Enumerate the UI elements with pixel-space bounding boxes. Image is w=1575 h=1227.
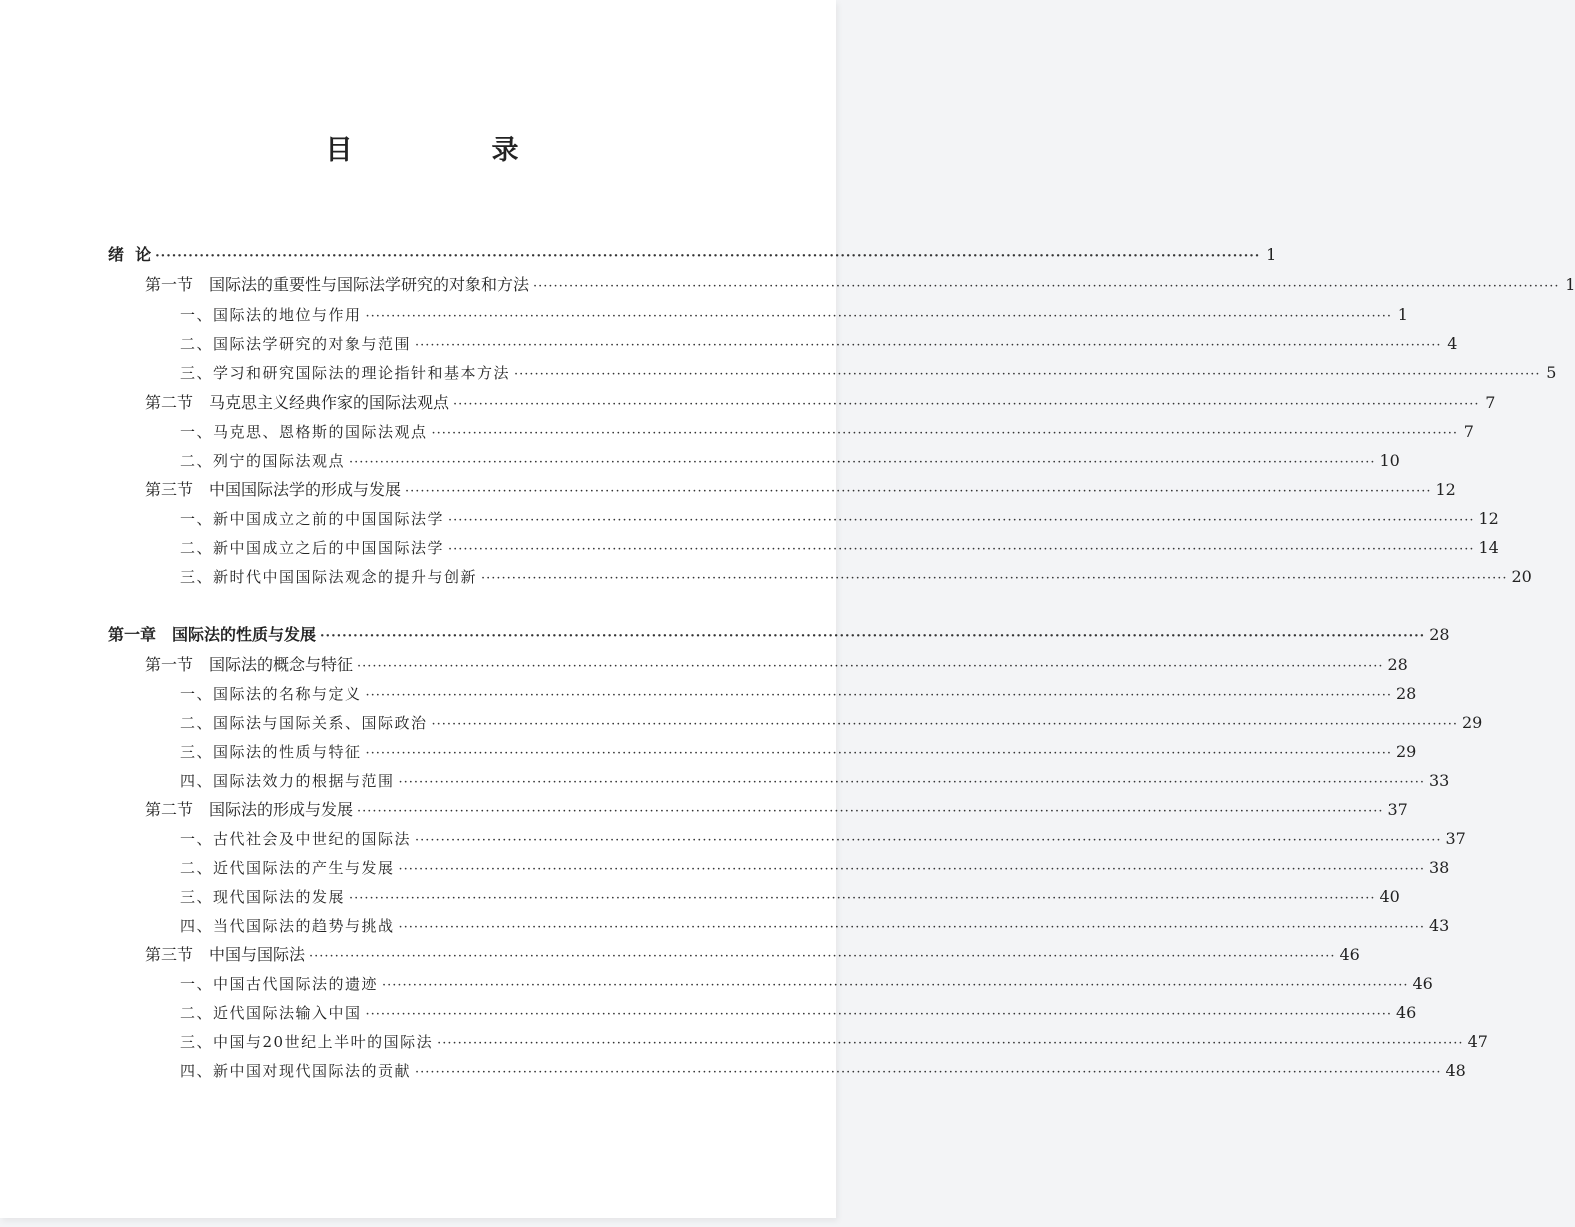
toc-entry-subsection[interactable] <box>180 739 1417 765</box>
toc-entry-page: 1 <box>1565 275 1575 294</box>
toc-entry-label: 一、中国古代国际法的遗迹 <box>180 975 379 993</box>
toc-entry-label: 二、近代国际法的产生与发展 <box>180 859 395 877</box>
toc-entry-page: 46 <box>1412 974 1433 993</box>
toc-entry-subsection[interactable] <box>180 1058 1466 1084</box>
toc-entry-label: 第二节 国际法的形成与发展 <box>145 800 354 819</box>
toc-entry-page: 38 <box>1428 858 1450 877</box>
toc-entry-label: 四、新中国对现代国际法的贡献 <box>180 1062 412 1080</box>
toc-entry-subsection[interactable] <box>180 535 1499 561</box>
toc-leader-dots: ········································································································································································································ <box>357 804 1384 819</box>
toc-entry-label: 二、列宁的国际法观点 <box>180 452 346 470</box>
toc-entry-subsection[interactable] <box>180 419 1474 445</box>
toc-entry-label: 二、国际法与国际关系、国际政治 <box>180 714 428 732</box>
toc-entry-subsection[interactable] <box>180 681 1417 707</box>
toc-entry-label: 三、国际法的性质与特征 <box>180 743 362 761</box>
toc-entry-label: 四、国际法效力的根据与范围 <box>180 772 395 790</box>
toc-entry-subsection[interactable] <box>180 302 1408 328</box>
toc-leader-dots: ········································································································································································································ <box>533 279 1560 294</box>
toc-leader-dots: ········································································································································································································ <box>405 484 1432 499</box>
toc-entry-page: 40 <box>1379 887 1400 906</box>
toc-leader-dots: ········································································································································································································ <box>398 862 1425 877</box>
toc-entry-page: 14 <box>1478 538 1499 557</box>
toc-entry-label: 第二节 马克思主义经典作家的国际法观点 <box>145 393 450 412</box>
toc-entry-label: 二、国际法学研究的对象与范围 <box>180 335 412 353</box>
toc-entry-section[interactable] <box>145 272 1575 298</box>
toc-entry-page: 29 <box>1461 713 1483 732</box>
toc-entry-label: 第三节 中国国际法学的形成与发展 <box>145 480 402 499</box>
toc-entry-page: 4 <box>1447 334 1458 353</box>
toc-entry-label: 一、新中国成立之前的中国国际法学 <box>180 510 445 528</box>
toc-entry-page: 46 <box>1339 945 1360 964</box>
toc-entry-subsection[interactable] <box>180 564 1532 590</box>
toc-entry-page: 7 <box>1485 393 1496 412</box>
toc-leader-dots: ········································································································································································································ <box>365 309 1392 324</box>
toc-entry-page: 28 <box>1387 655 1408 674</box>
toc-leader-dots: ········································································································································································································ <box>365 688 1392 703</box>
toc-leader-dots: ········································································································································································································ <box>349 891 1376 906</box>
toc-entry-page: 1 <box>1266 245 1277 264</box>
toc-entry-label: 三、新时代中国国际法观念的提升与创新 <box>180 568 478 586</box>
toc-leader-dots: ········································································································································································································ <box>357 659 1384 674</box>
toc-entry-section[interactable] <box>145 942 1360 968</box>
toc-leader-dots: ········································································································································································································ <box>415 833 1442 848</box>
toc-entry-page: 43 <box>1428 916 1450 935</box>
toc-leader-dots: ········································································································································································································ <box>431 717 1458 732</box>
toc-entry-page: 10 <box>1379 451 1400 470</box>
toc-leader-dots: ········································································································································································································ <box>309 949 1336 964</box>
toc-leader-dots: ········································································································································································································ <box>320 629 1426 644</box>
toc-entry-subsection[interactable] <box>180 855 1450 881</box>
toc-entry-page: 37 <box>1445 829 1466 848</box>
toc-entry-page: 20 <box>1511 567 1532 586</box>
toc-leader-dots: ········································································································································································································ <box>415 338 1442 353</box>
toc-entry-subsection[interactable] <box>180 884 1400 910</box>
toc-entry-page: 48 <box>1445 1061 1466 1080</box>
toc-leader-dots: ········································································································································································································ <box>448 542 1475 557</box>
toc-entry-label: 第一章 国际法的性质与发展 <box>108 625 317 644</box>
toc-entry-section[interactable] <box>145 797 1408 823</box>
toc-entry-page: 12 <box>1435 480 1456 499</box>
toc-entry-page: 46 <box>1395 1003 1417 1022</box>
toc-leader-dots: ········································································································································································································ <box>481 571 1508 586</box>
toc-leader-dots: ········································································································································································································ <box>415 1065 1442 1080</box>
toc-entry-label: 三、现代国际法的发展 <box>180 888 346 906</box>
toc-entry-subsection[interactable] <box>180 971 1433 997</box>
toc-entry-page: 28 <box>1395 684 1417 703</box>
toc-leader-dots: ········································································································································································································ <box>398 920 1425 935</box>
page-title: 目 录 <box>325 135 575 166</box>
toc-entry-page: 37 <box>1387 800 1408 819</box>
toc-entry-label: 第三节 中国与国际法 <box>145 945 306 964</box>
toc-entry-page: 47 <box>1467 1032 1488 1051</box>
toc-entry-introduction[interactable] <box>108 242 1277 268</box>
toc-entry-label: 第一节 国际法的概念与特征 <box>145 655 354 674</box>
toc-entry-subsection[interactable] <box>180 826 1466 852</box>
toc-leader-dots: ········································································································································································································ <box>382 978 1409 993</box>
toc-entry-chapter[interactable] <box>108 622 1450 648</box>
toc-entry-section[interactable] <box>145 390 1496 416</box>
toc-leader-dots: ········································································································································································································ <box>453 397 1480 412</box>
toc-entry-label: 第一节 国际法的重要性与国际法学研究的对象和方法 <box>145 275 530 294</box>
toc-entry-subsection[interactable] <box>180 448 1400 474</box>
toc-entry-label: 绪 论 <box>108 245 152 264</box>
toc-entry-label: 一、国际法的名称与定义 <box>180 685 362 703</box>
toc-entry-label: 三、学习和研究国际法的理论指针和基本方法 <box>180 364 511 382</box>
toc-leader-dots: ········································································································································································································ <box>514 367 1541 382</box>
toc-entry-subsection[interactable] <box>180 331 1458 357</box>
toc-leader-dots: ········································································································································································································ <box>365 746 1392 761</box>
toc-entry-subsection[interactable] <box>180 913 1450 939</box>
toc-entry-page: 5 <box>1546 363 1557 382</box>
toc-entry-subsection[interactable] <box>180 1029 1488 1055</box>
toc-entry-subsection[interactable] <box>180 768 1450 794</box>
toc-entry-section[interactable] <box>145 652 1408 678</box>
toc-leader-dots: ········································································································································································································ <box>437 1036 1464 1051</box>
toc-entry-subsection[interactable] <box>180 506 1499 532</box>
toc-entry-section[interactable] <box>145 477 1456 503</box>
toc-entry-label: 三、中国与20世纪上半叶的国际法 <box>180 1033 434 1051</box>
toc-entry-label: 四、当代国际法的趋势与挑战 <box>180 917 395 935</box>
toc-entry-subsection[interactable] <box>180 710 1483 736</box>
toc-entry-page: 33 <box>1428 771 1450 790</box>
toc-entry-page: 29 <box>1395 742 1417 761</box>
toc-leader-dots: ········································································································································································································ <box>448 513 1475 528</box>
toc-entry-subsection[interactable] <box>180 1000 1417 1026</box>
toc-entry-subsection[interactable] <box>180 360 1557 386</box>
toc-leader-dots: ········································································································································································································ <box>431 426 1458 441</box>
toc-entry-page: 28 <box>1429 625 1450 644</box>
toc-entry-page: 12 <box>1478 509 1499 528</box>
toc-entry-label: 二、新中国成立之后的中国国际法学 <box>180 539 445 557</box>
toc-leader-dots: ········································································································································································································ <box>155 249 1261 264</box>
toc-entry-label: 一、国际法的地位与作用 <box>180 306 362 324</box>
toc-leader-dots: ········································································································································································································ <box>398 775 1425 790</box>
toc-entry-label: 一、马克思、恩格斯的国际法观点 <box>180 423 428 441</box>
toc-entry-page: 7 <box>1463 422 1474 441</box>
toc-entry-label: 二、近代国际法输入中国 <box>180 1004 362 1022</box>
toc-leader-dots: ········································································································································································································ <box>349 455 1376 470</box>
toc-entry-page: 1 <box>1397 305 1408 324</box>
toc-entry-label: 一、古代社会及中世纪的国际法 <box>180 830 412 848</box>
toc-leader-dots: ········································································································································································································ <box>365 1007 1392 1022</box>
